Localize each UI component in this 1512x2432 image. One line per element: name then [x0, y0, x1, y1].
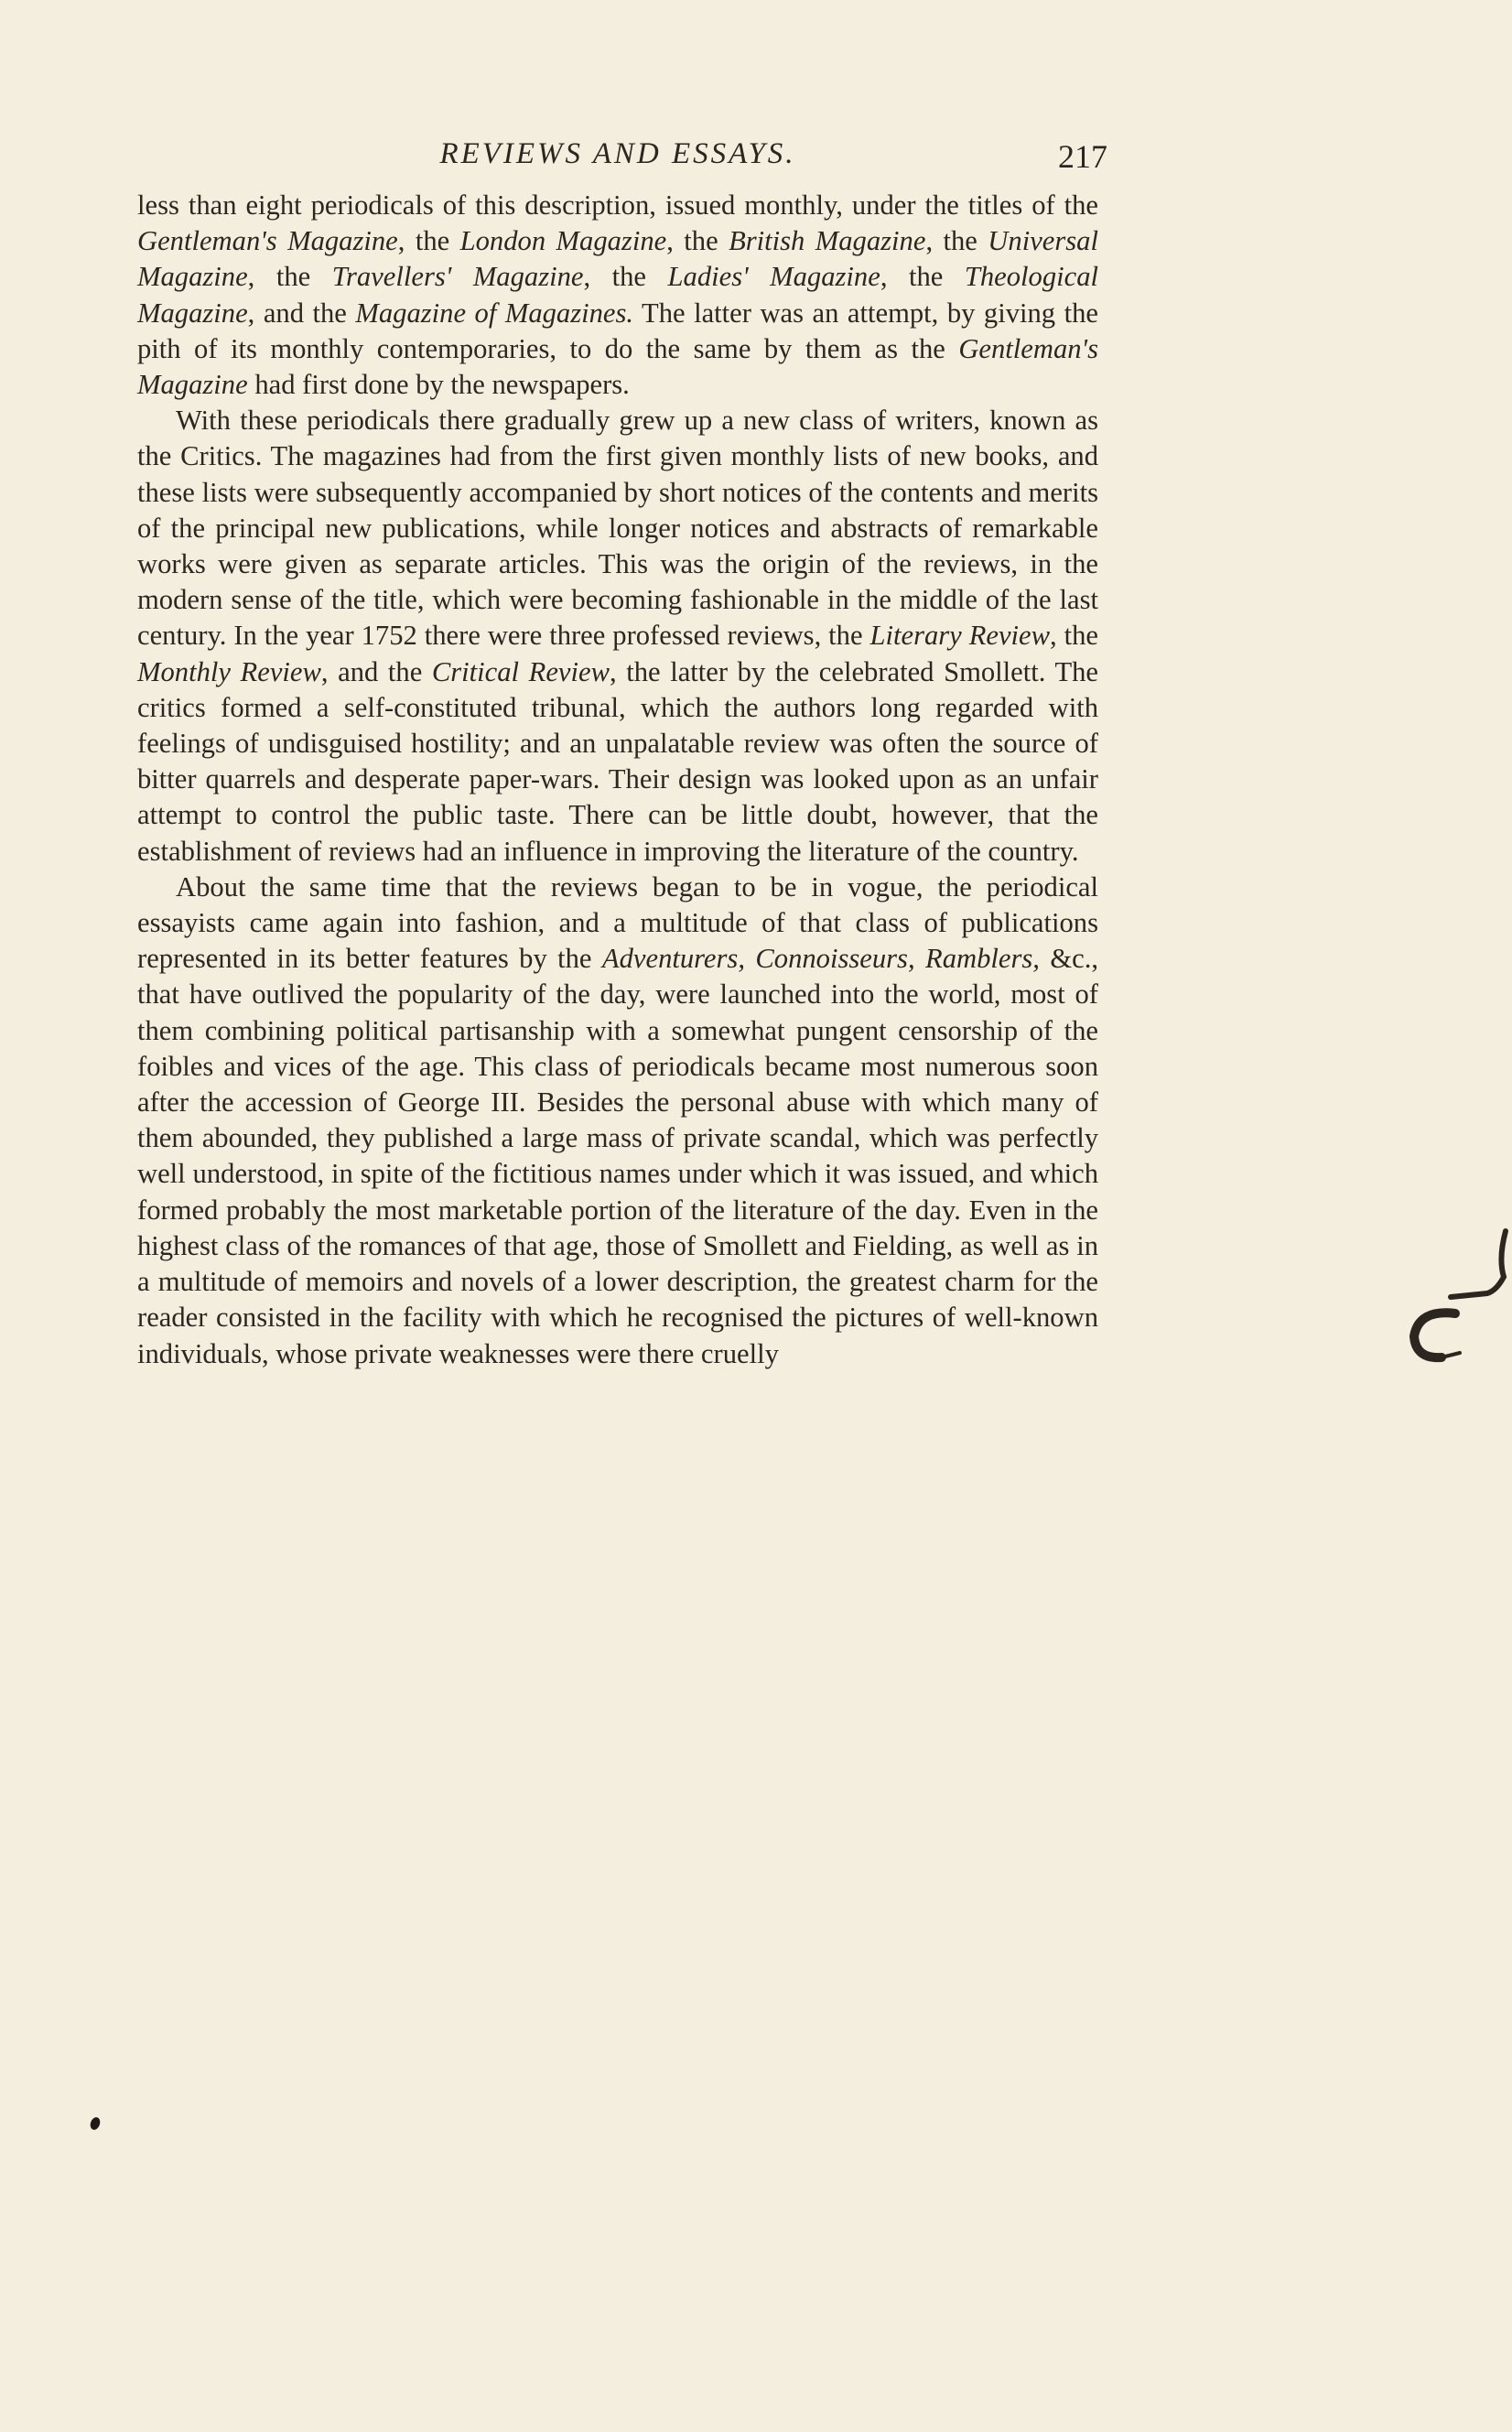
- italic-title: London Magazine: [459, 225, 667, 257]
- italic-title: Monthly Review: [137, 655, 321, 687]
- italic-title: Universal Magazine: [137, 225, 1098, 293]
- italic-title: Literary Review: [869, 620, 1051, 652]
- paragraph-2: [137, 403, 1098, 870]
- running-title: REVIEWS AND ESSAYS.: [439, 137, 796, 170]
- italic-title: Gentleman's Magazine: [137, 225, 398, 257]
- italic-title: Ladies' Magazine: [667, 261, 880, 293]
- text-run: , the: [397, 225, 460, 257]
- text-run: had first done by the newspapers.: [247, 369, 630, 401]
- italic-title: Theological Magazine: [137, 261, 1099, 329]
- text-run: , the: [880, 261, 965, 293]
- text-run: , the: [666, 225, 729, 257]
- body-text: [137, 188, 1098, 1372]
- italic-title: Adventurers, Connoisseurs, Ramblers,: [601, 943, 1040, 975]
- text-run: , and the: [320, 655, 432, 687]
- page-number: 217: [1058, 138, 1107, 175]
- text-run: With these periodicals there gradually grew up a new class of writers, known as the Critics. The magazines had from the first given monthly lists of new books, and these lists were subsequently accompanied by short notices of the contents and merits of the principal new publications, while longer notices and abstracts of remarkable works were given as separate articles. This was the origin of the reviews, in the modern sense of the title, which were becoming fashionable in the middle of the last century. In the year 1752 there were three professed reviews, the: [137, 405, 1098, 652]
- margin-ink-mark-icon: [1387, 1222, 1512, 1368]
- stray-ink-dot-icon: [89, 2115, 102, 2132]
- text-run: About the same time that the reviews began to be in vogue, the periodical essayists came again into fashion, and a multitude of that class of publications represented in its better features by the: [137, 870, 1098, 975]
- text-run: , the: [925, 225, 988, 257]
- text-run: less than eight periodicals of this description, issued monthly, under the titles of the: [137, 189, 1098, 221]
- text-run: , the: [583, 261, 668, 293]
- italic-title: Critical Review: [431, 655, 610, 687]
- text-run: &c., that have outlived the popularity of the day, were launched into the world, most of them combining political partisanship with a somewhat pungent censorship of the foibles and vices of the age. This class of periodicals became most numerous soon after the accession of George III. Besides the personal abuse with which many of them abounded, they published a large mass of private scandal, which was perfectly well understood, in spite of the fictitious names under which it was issued, and which formed probably the most marketable portion of the literature of the day. Even in the highest class of the romances of that age, those of Smollett and Fielding, as well as in a multitude of memoirs and novels of a lower description, the greatest charm for the reader consisted in the facility with which he recognised the pictures of well-known individuals, whose private weaknesses were there cruelly: [137, 943, 1098, 1369]
- text-run: , the latter by the celebrated Smollett. The critics formed a self-constituted tribunal, which the authors long regarded with feelings of undisguised hostility; and an unpalatable review was often the source of bitter quarrels and desperate paper-wars. Their design was looked upon as an unfair attempt to control the public taste. There can be little doubt, however, that the establishment of reviews had an influence in improving the literature of the country.: [137, 655, 1099, 867]
- italic-title: Travellers' Magazine: [331, 261, 584, 293]
- text-run: The latter was an attempt, by giving the pith of its monthly contemporaries, to do the same by them as the: [137, 297, 1098, 364]
- italic-title: Magazine of Magazines.: [355, 297, 634, 329]
- text-run: , the: [247, 261, 332, 293]
- running-head: [137, 137, 1107, 183]
- text-run: , and the: [247, 297, 356, 329]
- italic-title: British Magazine: [729, 225, 926, 257]
- italic-title: Gentleman's Magazine: [137, 332, 1098, 401]
- paragraph-3: [137, 870, 1098, 1372]
- paragraph-1: [137, 188, 1098, 403]
- text-run: , the: [1050, 620, 1098, 652]
